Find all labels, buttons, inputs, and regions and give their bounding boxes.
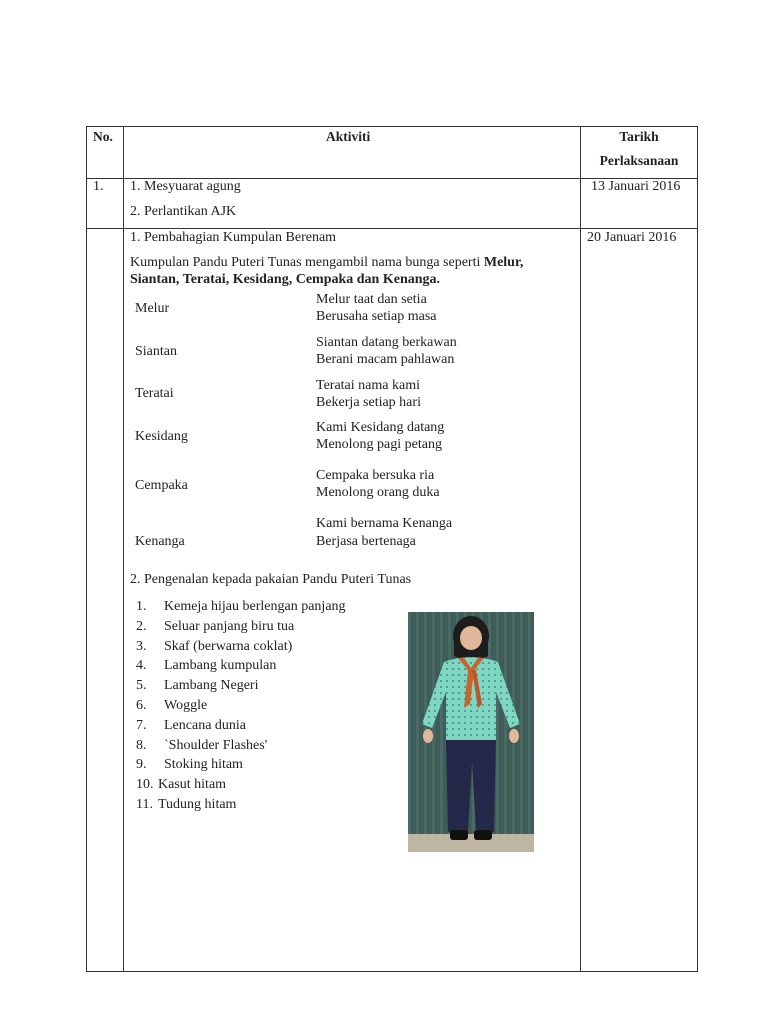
list-text: Lambang kumpulan [164,658,277,673]
list-item [136,657,276,674]
list-item [136,756,243,773]
uniform-figure-illustration [408,612,534,852]
list-number: 5. [136,678,147,693]
row2-date: 20 Januari 2016 [587,230,677,245]
intro-paragraph-line1 [130,254,523,271]
list-item [136,677,258,694]
list-item [136,697,207,714]
list-text: Seluar panjang biru tua [164,619,295,634]
group-name: Cempaka [135,478,188,493]
group-motto-line1: Kami bernama Kenanga [316,516,453,531]
list-number: 7. [136,718,147,733]
list-number: 11. [136,797,153,812]
row1-number: 1. [93,179,104,194]
list-text: Lencana dunia [164,718,247,733]
group-motto-line1: Melur taat dan setia [316,292,427,307]
row1-date: 13 Januari 2016 [591,179,681,194]
list-item [136,737,267,754]
list-number: 9. [136,757,147,772]
group-motto-line2: Berjasa bertenaga [316,534,416,549]
uniform-photo [408,612,534,852]
list-item [136,638,292,655]
list-number: 8. [136,738,147,753]
list-number: 3. [136,639,147,654]
list-text: Tudung hitam [158,797,237,812]
list-number: 2. [136,619,147,634]
list-number: 10. [136,777,154,792]
list-number: 4. [136,658,147,673]
list-item [136,618,294,635]
list-text: Skaf (berwarna coklat) [164,639,293,654]
list-text: Stoking hitam [164,757,243,772]
section1-title: 1. Pembahagian Kumpulan Berenam [130,230,337,245]
list-number: 6. [136,698,147,713]
list-item [136,776,226,793]
list-text: Kasut hitam [158,777,227,792]
group-motto-line2: Menolong pagi petang [316,437,442,452]
header-tarikh-line2: Perlaksanaan [599,153,679,168]
group-motto-line1: Cempaka bersuka ria [316,468,435,483]
group-motto-line1: Teratai nama kami [316,378,420,393]
group-motto-line1: Kami Kesidang datang [316,420,445,435]
row1-item: 1. Mesyuarat agung [130,179,241,194]
row1-item: 2. Perlantikan AJK [130,204,237,219]
group-motto-line1: Siantan datang berkawan [316,335,457,350]
list-item [136,796,236,813]
header-no: No. [93,129,113,144]
column-divider-date [580,127,581,971]
intro-bold-melur: Melur, [483,255,524,270]
list-text: `Shoulder Flashes' [164,738,268,753]
list-text: Lambang Negeri [164,678,259,693]
list-item [136,598,346,615]
group-name: Melur [135,301,170,316]
header-tarikh-line1: Tarikh [619,129,659,144]
list-number: 1. [136,599,147,614]
intro-paragraph-line2: Siantan, Teratai, Kesidang, Cempaka dan Kenanga. [130,272,441,287]
list-text: Woggle [164,698,208,713]
header-aktiviti: Aktiviti [326,129,371,144]
list-text: Kemeja hijau berlengan panjang [164,599,346,614]
group-name: Kesidang [135,429,188,444]
group-motto-line2: Menolong orang duka [316,485,440,500]
group-motto-line2: Bekerja setiap hari [316,395,421,410]
intro-text: Kumpulan Pandu Puteri Tunas mengambil nama bunga seperti [130,255,484,270]
group-motto-line2: Berani macam pahlawan [316,352,455,367]
section2-title: 2. Pengenalan kepada pakaian Pandu Puteri Tunas [130,572,412,587]
column-divider-no [123,127,124,971]
group-name: Siantan [135,344,177,359]
group-name: Kenanga [135,534,185,549]
list-item [136,717,246,734]
group-name: Teratai [135,386,174,401]
group-motto-line2: Berusaha setiap masa [316,309,437,324]
